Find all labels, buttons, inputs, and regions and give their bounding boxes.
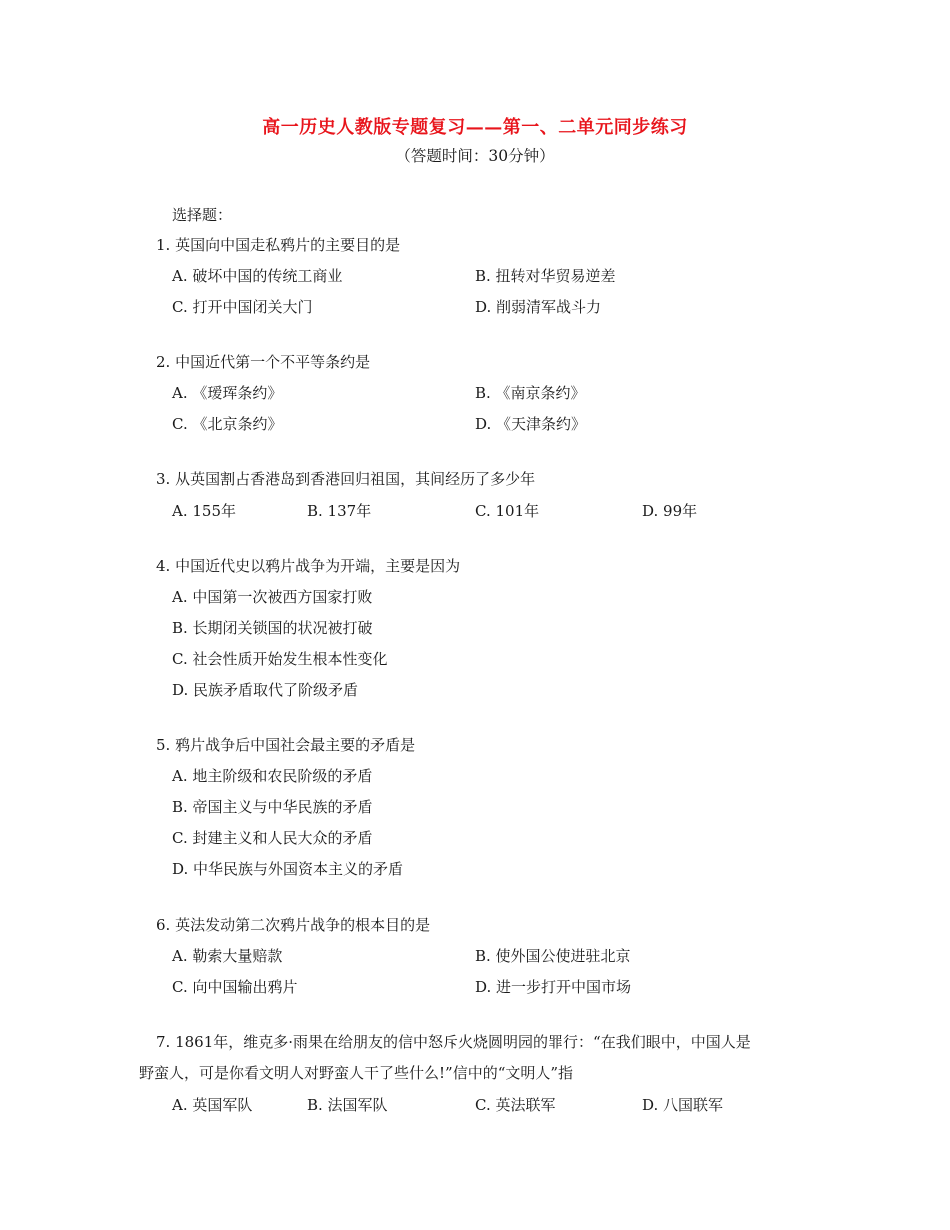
question-6-stem: 6. 英法发动第二次鸦片战争的根本目的是 bbox=[156, 916, 431, 934]
question-3-option-d: D. 99年 bbox=[642, 502, 698, 520]
question-7-stem: 7. 1861年，维克多·雨果在给朋友的信中怒斥火烧圆明园的罪行：“在我们眼中，中国人是 bbox=[156, 1033, 751, 1051]
question-3-option-c: C. 101年 bbox=[475, 502, 540, 520]
question-6-option-a: A. 勒索大量赔款 bbox=[172, 947, 283, 965]
question-2-stem: 2. 中国近代第一个不平等条约是 bbox=[156, 353, 371, 371]
question-7-option-b: B. 法国军队 bbox=[307, 1096, 388, 1114]
question-2-option-c: C. 《北京条约》 bbox=[172, 415, 283, 433]
question-4-stem: 4. 中国近代史以鸦片战争为开端，主要是因为 bbox=[156, 557, 461, 575]
question-4-option-b: B. 长期闭关锁国的状况被打破 bbox=[172, 619, 373, 637]
question-5-option-d: D. 中华民族与外国资本主义的矛盾 bbox=[172, 860, 404, 878]
question-1-option-c: C. 打开中国闭关大门 bbox=[172, 298, 313, 316]
page-title: 高一历史人教版专题复习——第一、二单元同步练习 bbox=[262, 117, 688, 138]
question-5-option-a: A. 地主阶级和农民阶级的矛盾 bbox=[172, 767, 373, 785]
question-6-option-d: D. 进一步打开中国市场 bbox=[475, 978, 632, 996]
question-7-option-d: D. 八国联军 bbox=[642, 1096, 724, 1114]
question-3-option-b: B. 137年 bbox=[307, 502, 372, 520]
question-3-option-a: A. 155年 bbox=[172, 502, 236, 520]
section-heading: 选择题： bbox=[172, 206, 233, 224]
question-1-stem: 1. 英国向中国走私鸦片的主要目的是 bbox=[156, 236, 401, 254]
question-7-option-c: C. 英法联军 bbox=[475, 1096, 556, 1114]
question-7-stem-continued: 野蛮人，可是你看文明人对野蛮人干了些什么!”信中的“文明人”指 bbox=[139, 1064, 574, 1082]
question-6-option-c: C. 向中国输出鸦片 bbox=[172, 978, 298, 996]
question-7-option-a: A. 英国军队 bbox=[172, 1096, 253, 1114]
question-1-option-a: A. 破坏中国的传统工商业 bbox=[172, 267, 343, 285]
question-5-option-b: B. 帝国主义与中华民族的矛盾 bbox=[172, 798, 373, 816]
question-3-stem: 3. 从英国割占香港岛到香港回归祖国，其间经历了多少年 bbox=[156, 470, 536, 488]
question-1-option-b: B. 扭转对华贸易逆差 bbox=[475, 267, 616, 285]
question-4-option-d: D. 民族矛盾取代了阶级矛盾 bbox=[172, 681, 359, 699]
question-5-option-c: C. 封建主义和人民大众的矛盾 bbox=[172, 829, 373, 847]
question-4-option-a: A. 中国第一次被西方国家打败 bbox=[172, 588, 373, 606]
question-4-option-c: C. 社会性质开始发生根本性变化 bbox=[172, 650, 388, 668]
page-subtitle: （答题时间：30分钟） bbox=[395, 147, 555, 165]
question-2-option-b: B. 《南京条约》 bbox=[475, 384, 586, 402]
question-5-stem: 5. 鸦片战争后中国社会最主要的矛盾是 bbox=[156, 736, 416, 754]
question-1-option-d: D. 削弱清军战斗力 bbox=[475, 298, 602, 316]
question-2-option-a: A. 《瑷珲条约》 bbox=[172, 384, 283, 402]
question-6-option-b: B. 使外国公使进驻北京 bbox=[475, 947, 631, 965]
question-2-option-d: D. 《天津条约》 bbox=[475, 415, 587, 433]
